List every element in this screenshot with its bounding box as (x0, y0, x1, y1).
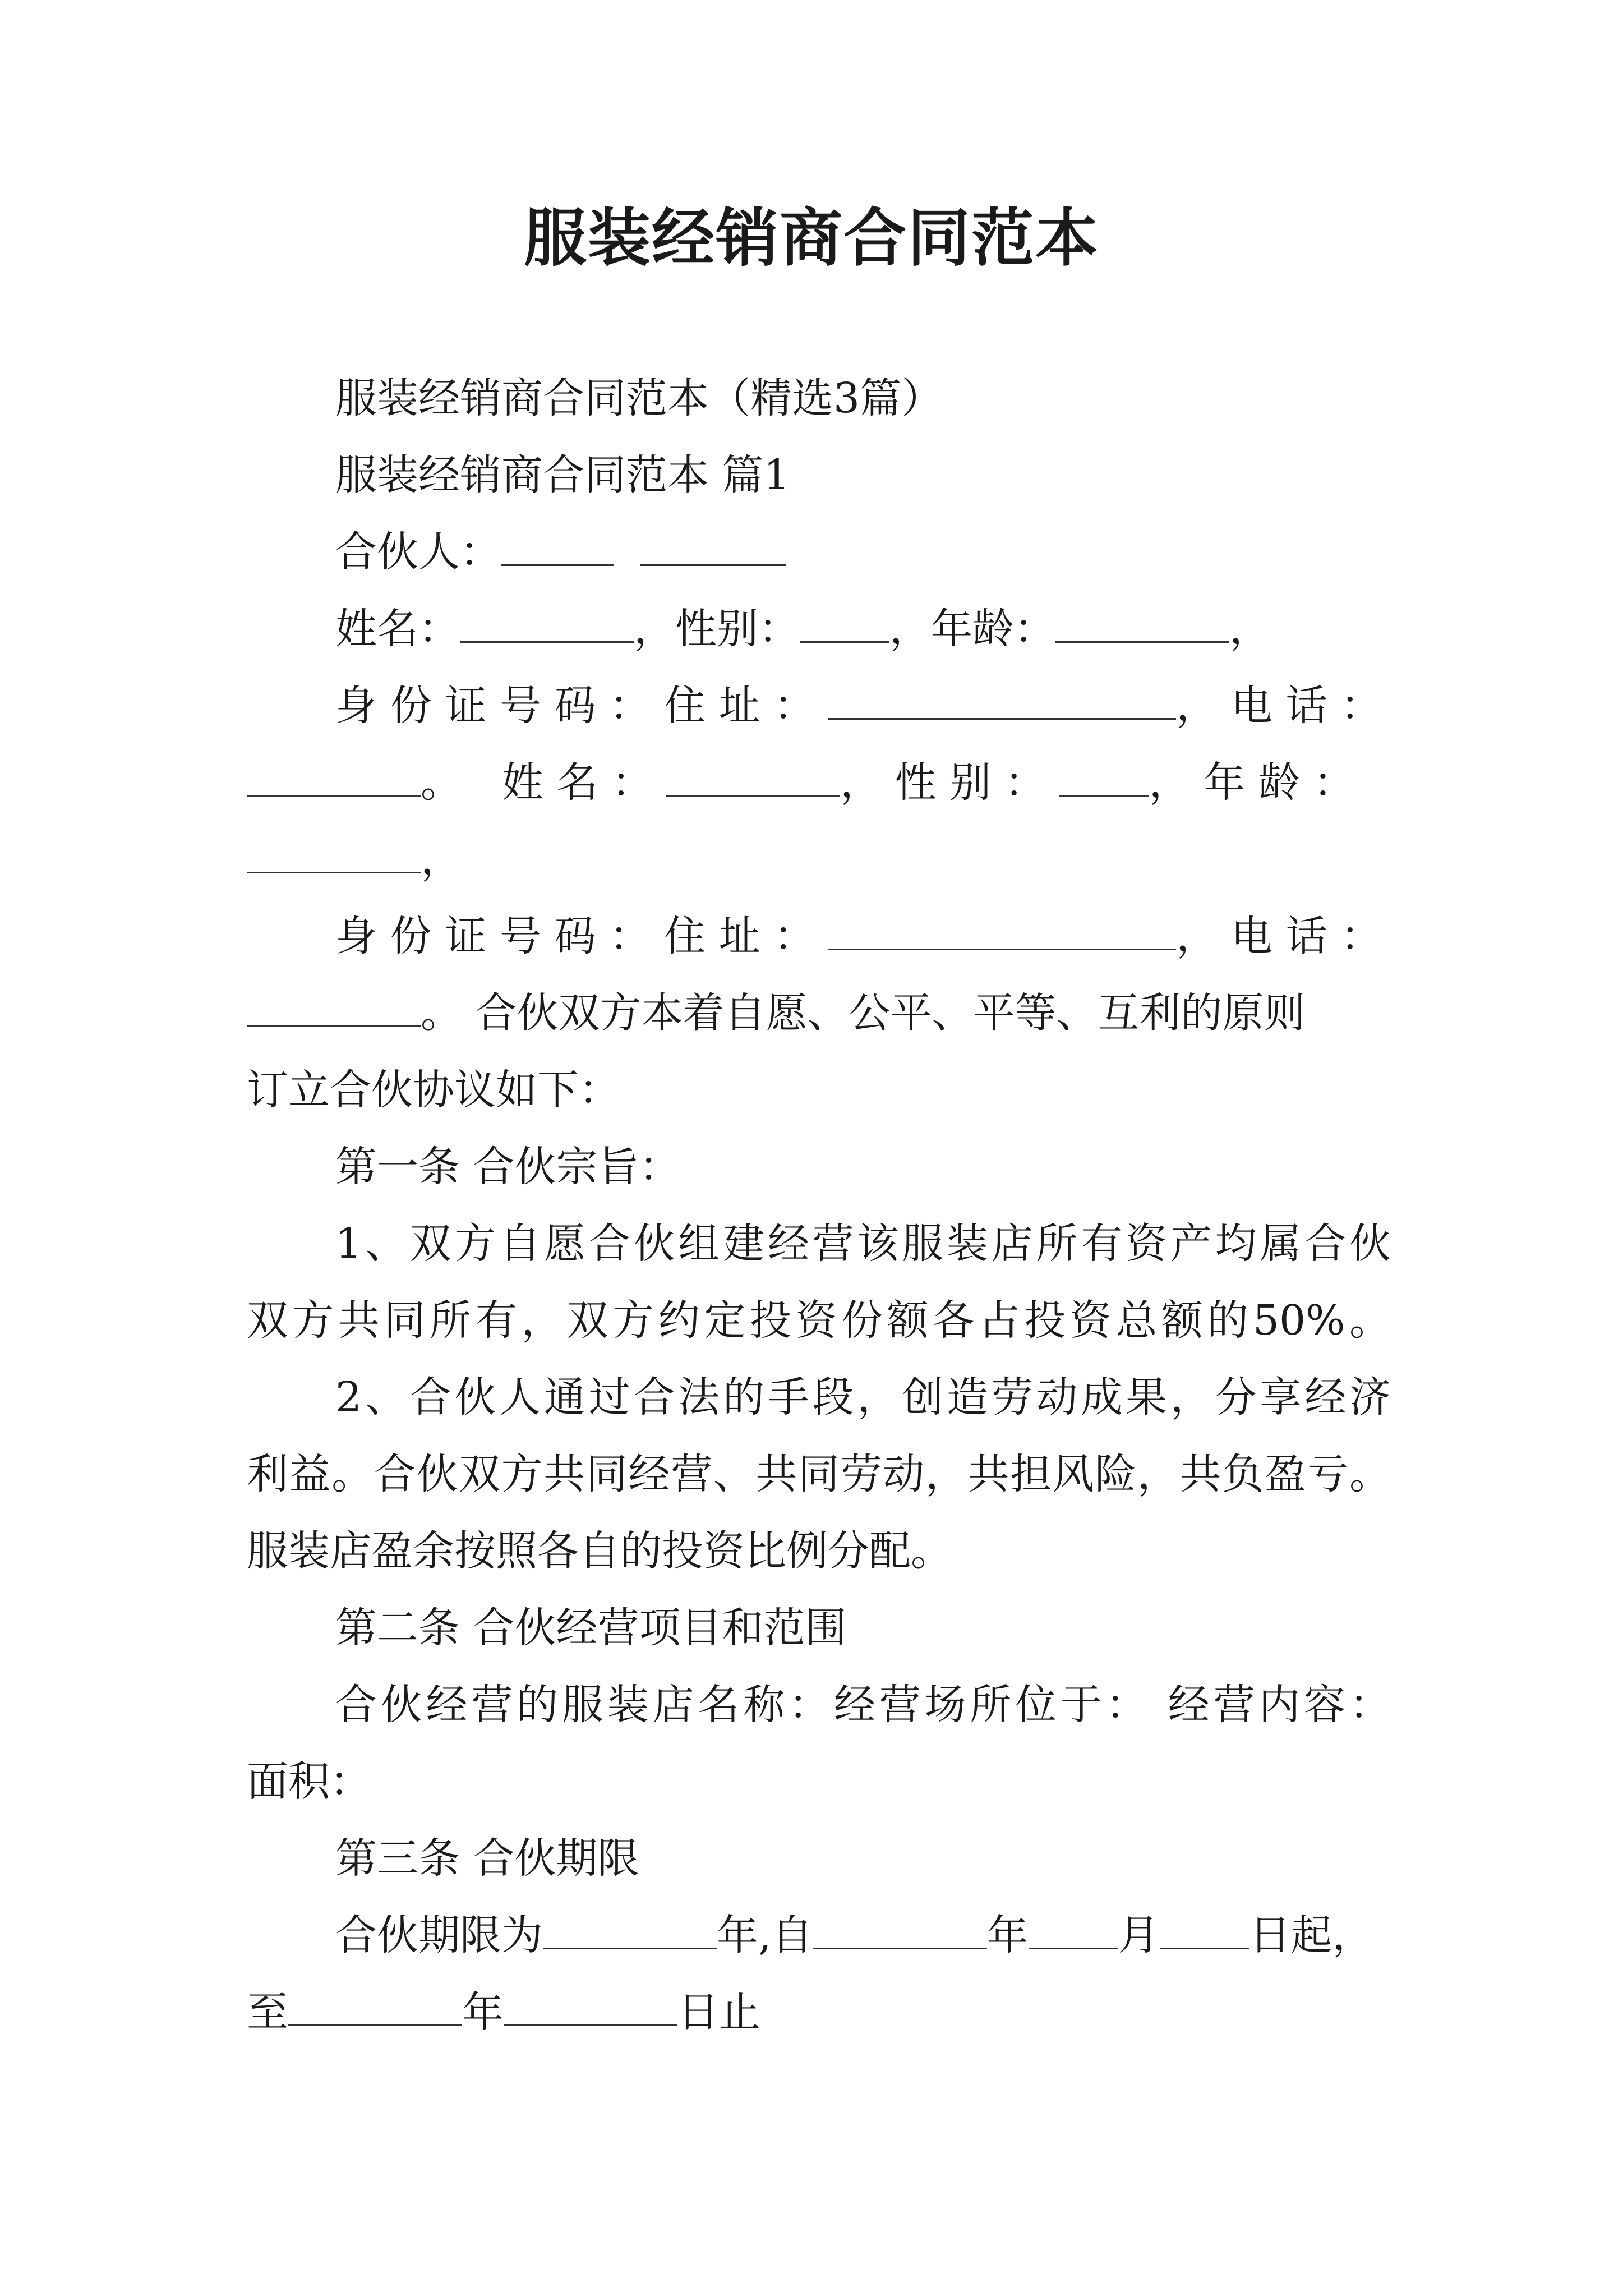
name-label: 姓名： (335, 605, 460, 653)
blank-gender (800, 604, 889, 643)
article-1-title: 第一条 合伙宗旨： (335, 1143, 681, 1191)
blank-partner-1 (501, 527, 614, 566)
article-2-para-line-2: 面积： (247, 1757, 371, 1806)
phone-label: ，电话： (1176, 682, 1395, 730)
day-start-label: 日起， (1249, 1911, 1374, 1959)
blank-age (1055, 604, 1229, 643)
blank-address (828, 680, 1176, 720)
comma: ， (1229, 605, 1271, 653)
blank-name (460, 604, 634, 643)
blank-years (543, 1910, 717, 1949)
phone-name-line (247, 754, 1391, 811)
blank-start-day (1160, 1910, 1249, 1949)
blank-partner-2 (640, 527, 786, 566)
phone-label-2: ，电话： (1176, 912, 1395, 960)
gender-label: ，性别： (634, 605, 800, 653)
period-label: 合伙期限为 (335, 1911, 543, 1959)
article-1-para-2-line-2: 利益。合伙双方共同经营、共同劳动，共担风险，共负盈亏。 (247, 1450, 1391, 1498)
blank-name-2 (666, 757, 840, 797)
comma-2: ， (421, 835, 462, 884)
article-3-period-line-2 (247, 1984, 1391, 2040)
blank-start-month (1029, 1910, 1118, 1949)
blank-end-year (288, 1987, 462, 2026)
blank-start-year (813, 1910, 987, 1949)
principle-continuation: 订立合伙协议如下： (247, 1066, 620, 1114)
collection-heading: 服装经销商合同范本（精选3篇） (335, 374, 943, 422)
article-1-para-1-line-1: 1、双方自愿合伙组建经营该服装店所有资产均属合伙 (335, 1220, 1391, 1268)
blank-address-2 (828, 911, 1176, 950)
blank-phone (247, 757, 421, 797)
id-label-2: 身份证号码：住址： (335, 912, 829, 960)
month-label: 月 (1118, 1911, 1160, 1959)
id-address-line-2 (247, 908, 1395, 964)
article-1-para-2-line-1: 2、合伙人通过合法的手段，创造劳动成果，分享经济 (335, 1373, 1391, 1421)
id-address-line-1 (247, 678, 1395, 734)
article-2-title: 第二条 合伙经营项目和范围 (335, 1604, 847, 1652)
year-from-label: 年,自 (717, 1911, 813, 1959)
part-heading: 服装经销商合同范本 篇1 (335, 451, 790, 499)
partners-label: 合伙人： (335, 528, 501, 576)
article-3-period-line-1 (247, 1907, 1391, 1963)
principle-text: 。 合伙双方本着自愿、公平、平等、互利的原则 (421, 989, 1306, 1037)
age-line-2 (247, 831, 1391, 887)
article-2-para-line-1: 合伙经营的服装店名称：经营场所位于： 经营内容： (335, 1681, 1391, 1729)
end-day-label: 日止 (677, 1988, 760, 2036)
blank-phone-2 (247, 988, 421, 1027)
year-label: 年 (986, 1911, 1029, 1959)
principle-line (247, 985, 1391, 1041)
name-label-2: 。 姓名： (421, 758, 666, 807)
age-label: ，年龄： (889, 605, 1055, 653)
document-title: 服装经销商合同范本 (524, 202, 1099, 275)
article-1-para-1-line-2: 双方共同所有，双方约定投资份额各占投资总额的50%。 (247, 1296, 1391, 1345)
end-year-label: 年 (462, 1988, 504, 2036)
id-label: 身份证号码：住址： (335, 682, 829, 730)
blank-age-2 (247, 834, 421, 873)
partners-line (247, 524, 1391, 580)
blank-end-day (504, 1987, 677, 2026)
gender-label-2: ，性别： (840, 758, 1059, 807)
blank-gender-2 (1059, 757, 1149, 797)
partner1-info-line (247, 601, 1391, 657)
age-label-2: ，年龄： (1149, 758, 1368, 807)
article-1-para-2-line-3: 服装店盈余按照各自的投资比例分配。 (247, 1527, 952, 1575)
article-3-title: 第三条 合伙期限 (335, 1834, 639, 1883)
to-label: 至 (247, 1988, 288, 2036)
